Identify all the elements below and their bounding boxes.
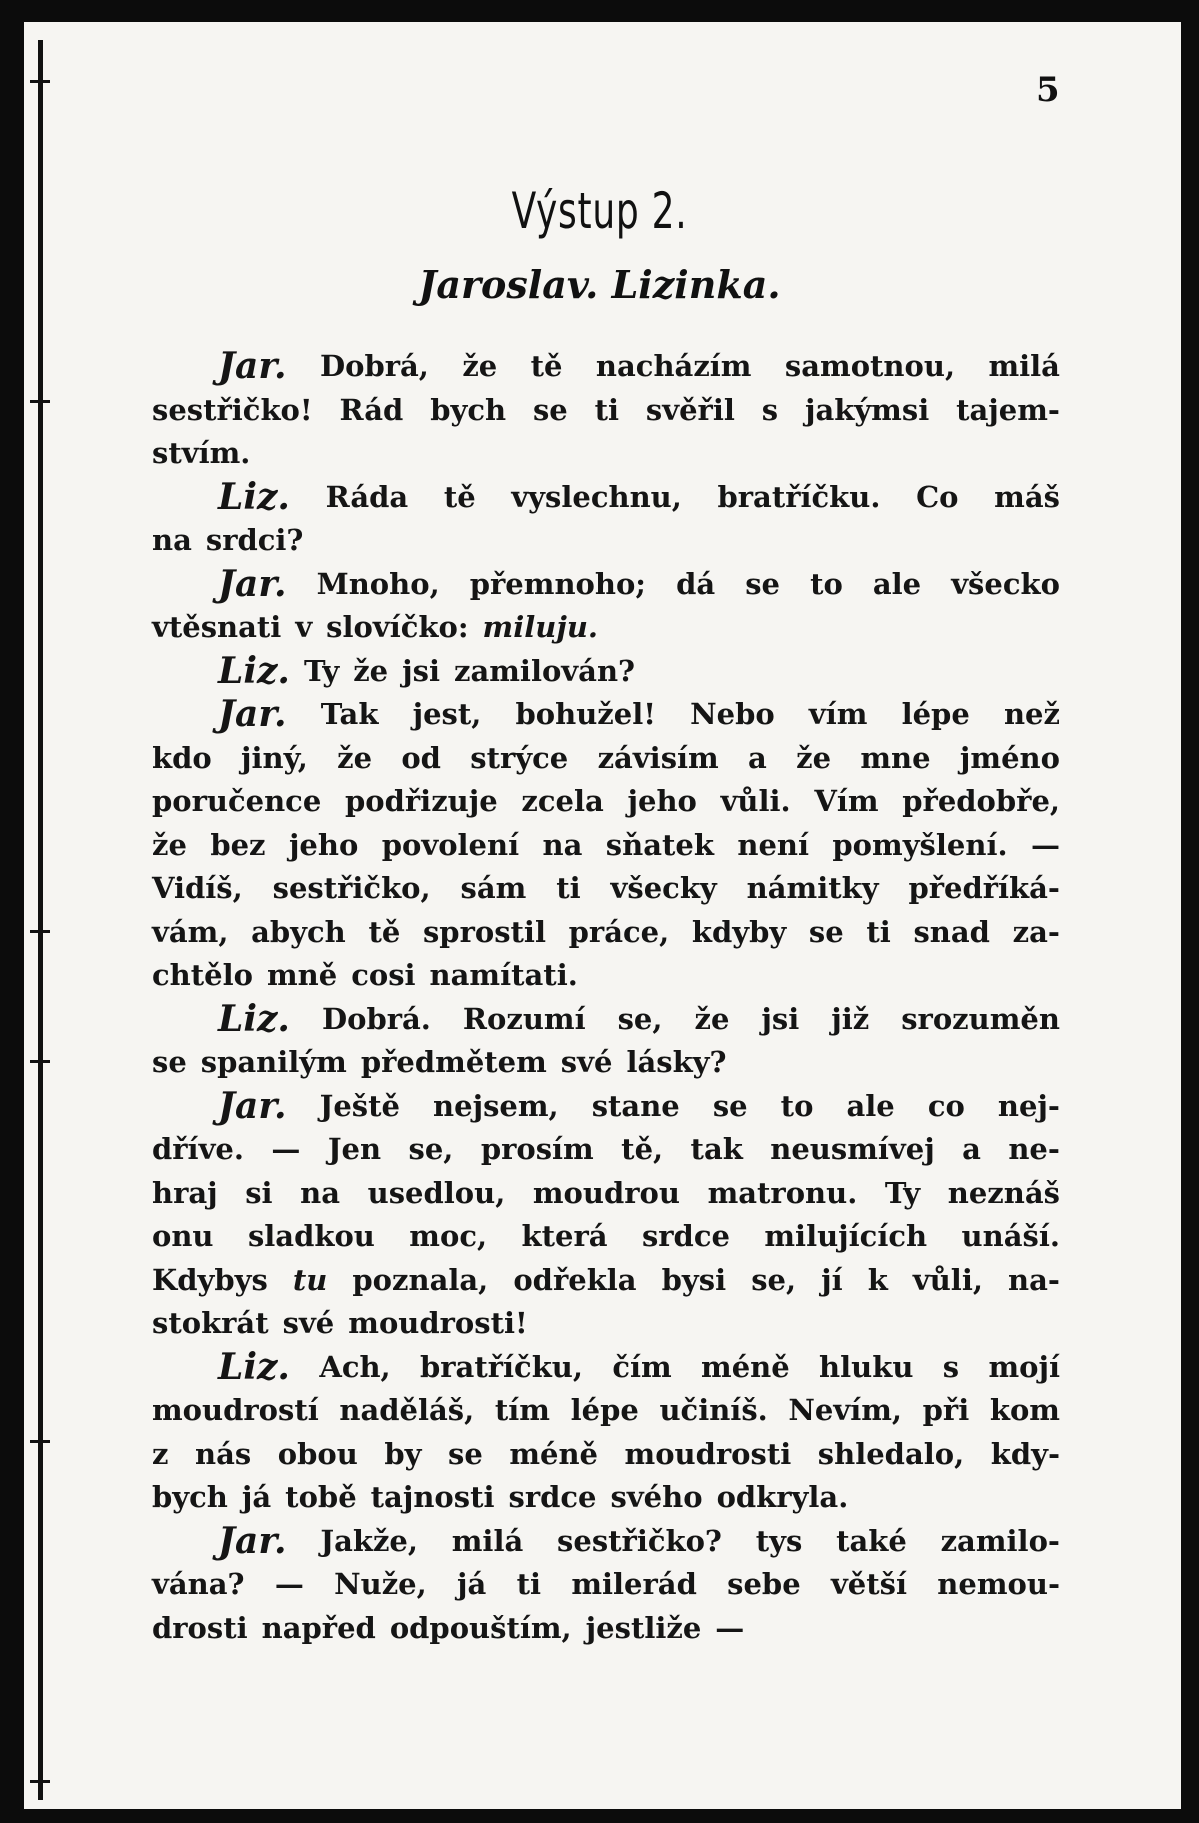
word: se bbox=[448, 1436, 483, 1471]
text-line bbox=[152, 389, 1060, 433]
word: se, bbox=[751, 1262, 797, 1297]
word: bych bbox=[430, 392, 507, 427]
word: na bbox=[542, 827, 583, 862]
word: ale bbox=[872, 566, 922, 601]
word: onu bbox=[152, 1219, 214, 1253]
word: dříve. bbox=[152, 1132, 244, 1166]
text-line bbox=[152, 737, 1060, 781]
word: tajnosti bbox=[370, 1480, 495, 1514]
word: všecky bbox=[610, 871, 717, 905]
binding-mark bbox=[30, 930, 50, 933]
word: v bbox=[295, 610, 313, 644]
word: miluju. bbox=[482, 610, 599, 644]
word: nejsem, bbox=[433, 1088, 559, 1123]
word: námitky bbox=[746, 871, 879, 905]
word: Nevím, bbox=[788, 1393, 903, 1427]
word: své bbox=[560, 1045, 613, 1079]
text-line bbox=[152, 780, 1060, 824]
word: k bbox=[867, 1262, 888, 1297]
word: Dobrá, bbox=[319, 349, 429, 383]
word: bych bbox=[152, 1480, 228, 1514]
word: Vím bbox=[814, 784, 879, 818]
word: — bbox=[271, 1132, 301, 1166]
word: že bbox=[694, 1001, 730, 1036]
character-list: Jaroslav. Lizinka. bbox=[418, 262, 781, 307]
word: zcela bbox=[521, 784, 604, 818]
word: — bbox=[715, 1610, 745, 1645]
word: neusmívej bbox=[770, 1132, 935, 1166]
speaker-label: Jar. bbox=[218, 693, 287, 735]
word: nej- bbox=[997, 1088, 1060, 1123]
word: Vidíš, bbox=[152, 871, 243, 905]
word: předmětem bbox=[360, 1045, 547, 1079]
word: srozuměn bbox=[901, 1001, 1060, 1036]
word: srdci? bbox=[205, 523, 304, 557]
text-line bbox=[152, 1302, 1060, 1346]
word: jméno bbox=[959, 740, 1060, 775]
word: není bbox=[737, 827, 809, 862]
word: vůli, bbox=[912, 1262, 983, 1297]
word: která bbox=[521, 1219, 608, 1253]
dialogue-text bbox=[152, 345, 1060, 1650]
word: tu bbox=[292, 1262, 328, 1297]
word: milá bbox=[451, 1523, 524, 1558]
word: méně bbox=[509, 1436, 598, 1471]
text-line bbox=[152, 1520, 1060, 1564]
word: ti bbox=[556, 871, 581, 905]
word: již bbox=[831, 1001, 870, 1036]
speaker-label: Liz. bbox=[218, 997, 290, 1040]
word: se, bbox=[408, 1132, 454, 1166]
word: bohužel! bbox=[515, 697, 656, 731]
word: unáší. bbox=[961, 1219, 1060, 1253]
word: kdyby bbox=[691, 914, 787, 949]
word: sestřičko? bbox=[557, 1523, 722, 1558]
word: moc, bbox=[409, 1219, 488, 1253]
word: chtělo bbox=[152, 958, 253, 992]
text-line bbox=[152, 1172, 1060, 1216]
word: by bbox=[384, 1436, 422, 1471]
word: tě, bbox=[621, 1132, 664, 1166]
word: ale bbox=[846, 1088, 895, 1123]
word: napřed bbox=[261, 1610, 376, 1645]
word: matronu. bbox=[707, 1175, 858, 1210]
word: se bbox=[712, 1088, 748, 1123]
binding-mark bbox=[30, 400, 50, 403]
word: tím bbox=[494, 1393, 550, 1427]
word: pomyšlení. bbox=[832, 827, 1008, 862]
word: jsi bbox=[761, 1001, 800, 1036]
word: Ach, bbox=[319, 1349, 391, 1384]
word: milujících bbox=[764, 1219, 928, 1253]
word: mne bbox=[860, 740, 931, 775]
word: tajem- bbox=[956, 392, 1060, 427]
word: — bbox=[274, 1567, 304, 1601]
text-line bbox=[152, 911, 1060, 955]
word: vyslechnu, bbox=[511, 479, 682, 514]
word: mně bbox=[266, 958, 338, 992]
word: poznala, bbox=[352, 1262, 489, 1297]
word: nacházím bbox=[595, 349, 752, 383]
word: milerád bbox=[571, 1567, 697, 1601]
speaker-label: Jar. bbox=[218, 345, 287, 387]
word: také bbox=[836, 1523, 907, 1558]
word: z bbox=[152, 1436, 169, 1471]
word: jeho bbox=[288, 827, 359, 862]
word: za- bbox=[1012, 914, 1060, 949]
binding-mark bbox=[30, 1060, 50, 1063]
text-line bbox=[152, 867, 1060, 911]
word: svěřil bbox=[645, 392, 735, 427]
word: tobě bbox=[285, 1480, 357, 1514]
word: mojí bbox=[988, 1349, 1060, 1384]
word: spanilým bbox=[200, 1045, 347, 1079]
speaker-label: Liz. bbox=[218, 1345, 290, 1388]
word: se bbox=[808, 914, 844, 949]
word: čím bbox=[612, 1349, 672, 1384]
word: tak bbox=[690, 1132, 743, 1166]
word: moudrou bbox=[532, 1175, 680, 1210]
text-line bbox=[152, 954, 1060, 998]
word: tě bbox=[368, 914, 401, 949]
word: drosti bbox=[152, 1610, 248, 1645]
word: závisím bbox=[597, 740, 719, 775]
word: poručence bbox=[152, 784, 322, 818]
word: bratříčku. bbox=[717, 479, 881, 514]
word: odřekla bbox=[513, 1262, 637, 1297]
word: odpouštím, bbox=[389, 1610, 572, 1645]
word: ti bbox=[866, 914, 891, 949]
word: Jakže, bbox=[320, 1523, 418, 1558]
text-line bbox=[152, 1563, 1060, 1607]
word: Rád bbox=[339, 392, 404, 427]
word: vtěsnati bbox=[152, 610, 282, 644]
word: samotnou, bbox=[784, 349, 956, 383]
word: — bbox=[1030, 827, 1060, 862]
word: tys bbox=[755, 1523, 803, 1558]
text-line bbox=[152, 693, 1060, 737]
word: sladkou bbox=[247, 1219, 375, 1253]
word: dá bbox=[676, 566, 716, 601]
word: stokrát bbox=[152, 1306, 269, 1340]
page-number: 5 bbox=[1036, 70, 1060, 110]
text-line bbox=[152, 476, 1060, 520]
word: a bbox=[748, 740, 767, 775]
word: milá bbox=[988, 349, 1060, 383]
word: vůli. bbox=[720, 784, 791, 818]
word: na bbox=[152, 523, 192, 557]
text-line bbox=[152, 1128, 1060, 1172]
word: stvím. bbox=[152, 436, 251, 470]
word: na- bbox=[1008, 1262, 1060, 1297]
word: že bbox=[462, 349, 498, 383]
text-line bbox=[152, 1607, 1060, 1651]
text-line bbox=[152, 345, 1060, 389]
text-line bbox=[152, 1085, 1060, 1129]
word: prosím bbox=[480, 1132, 594, 1166]
word: Dobrá. bbox=[321, 1001, 431, 1036]
binding-mark bbox=[30, 80, 50, 83]
word: stane bbox=[591, 1088, 680, 1123]
word: své bbox=[282, 1306, 335, 1340]
text-line bbox=[152, 563, 1060, 607]
scan-border-top bbox=[0, 0, 1199, 22]
text-line bbox=[152, 606, 1060, 650]
word: snad bbox=[913, 914, 990, 949]
text-line bbox=[152, 1433, 1060, 1477]
word: při bbox=[922, 1393, 970, 1427]
word: srdce bbox=[641, 1219, 730, 1253]
word: to bbox=[810, 566, 843, 601]
word: svého bbox=[610, 1480, 703, 1514]
word: Mnoho, bbox=[316, 566, 440, 601]
word: se bbox=[745, 566, 780, 601]
speaker-label: Jar. bbox=[218, 1084, 287, 1127]
text-line bbox=[152, 824, 1060, 868]
word: se, bbox=[617, 1001, 663, 1036]
word: kom bbox=[989, 1393, 1060, 1427]
word: než bbox=[1003, 697, 1060, 731]
word: Tak bbox=[320, 697, 379, 731]
word: hluku bbox=[819, 1349, 914, 1384]
word: hraj bbox=[152, 1175, 218, 1210]
word: odkryla. bbox=[716, 1480, 849, 1514]
word: jestliže bbox=[585, 1610, 702, 1645]
word: já bbox=[457, 1567, 487, 1601]
word: shledalo, bbox=[817, 1436, 965, 1471]
word: lásky? bbox=[626, 1045, 727, 1079]
text-line bbox=[152, 432, 1060, 476]
word: obou bbox=[277, 1436, 358, 1471]
word: Jen bbox=[327, 1132, 382, 1166]
word: moudrosti bbox=[624, 1436, 792, 1471]
word: s bbox=[761, 392, 779, 427]
speaker-label: Jar. bbox=[218, 562, 287, 605]
word: od bbox=[401, 740, 441, 775]
word: moudrostí bbox=[152, 1393, 319, 1427]
word: já bbox=[241, 1480, 272, 1514]
word: vána? bbox=[152, 1567, 245, 1601]
word: tě bbox=[443, 479, 476, 514]
word: Ještě bbox=[319, 1088, 400, 1123]
text-line bbox=[152, 1215, 1060, 1259]
text-line bbox=[152, 1346, 1060, 1390]
word: sám bbox=[460, 871, 527, 905]
word: vám, bbox=[152, 914, 229, 949]
speaker-label: Jar. bbox=[218, 1519, 287, 1562]
word: předříká- bbox=[908, 871, 1060, 905]
word: jakýmsi bbox=[804, 392, 930, 427]
word: vím bbox=[808, 697, 868, 731]
word: že bbox=[353, 653, 389, 688]
word: všecko bbox=[951, 566, 1060, 601]
word: jeho bbox=[627, 784, 697, 818]
word: co bbox=[927, 1088, 965, 1123]
word: namítati. bbox=[429, 958, 578, 992]
word: se bbox=[532, 392, 568, 427]
word: jí bbox=[821, 1262, 843, 1297]
word: že bbox=[152, 827, 187, 862]
word: jest, bbox=[412, 697, 482, 731]
word: Rozumí bbox=[462, 1001, 586, 1036]
word: kdo bbox=[152, 740, 212, 775]
word: práce, bbox=[568, 914, 670, 949]
word: zamilo- bbox=[940, 1523, 1060, 1558]
scan-border-bottom bbox=[0, 1809, 1199, 1823]
word: na bbox=[300, 1175, 341, 1210]
text-line bbox=[152, 1389, 1060, 1433]
word: bysi bbox=[661, 1262, 727, 1297]
word: ti bbox=[594, 392, 620, 427]
speaker-label: Liz. bbox=[218, 649, 290, 692]
word: ne- bbox=[1008, 1132, 1060, 1166]
word: srdce bbox=[508, 1480, 597, 1514]
word: lépe bbox=[901, 697, 970, 731]
word: bez bbox=[210, 827, 266, 862]
word: bratříčku, bbox=[420, 1349, 583, 1384]
text-line bbox=[152, 1259, 1060, 1303]
word: to bbox=[780, 1088, 814, 1123]
text-line bbox=[152, 650, 1060, 694]
word: nás bbox=[195, 1436, 252, 1471]
word: kdy- bbox=[990, 1436, 1060, 1471]
word: sprostil bbox=[422, 914, 546, 949]
speaker-label: Liz. bbox=[218, 475, 290, 518]
binding-mark bbox=[30, 1440, 50, 1443]
word: sestřičko! bbox=[152, 392, 313, 427]
word: povolení bbox=[381, 827, 520, 862]
word: Ty bbox=[303, 653, 340, 688]
text-line bbox=[152, 519, 1060, 563]
word: sebe bbox=[727, 1567, 801, 1601]
word: usedlou, bbox=[367, 1175, 506, 1210]
word: větší bbox=[830, 1567, 907, 1601]
word: přemnoho; bbox=[469, 566, 647, 601]
word: se bbox=[152, 1045, 187, 1079]
word: si bbox=[245, 1175, 273, 1210]
word: Kdybys bbox=[152, 1262, 268, 1297]
word: Co bbox=[916, 479, 959, 514]
word: Nuže, bbox=[334, 1567, 427, 1601]
text-line bbox=[152, 1041, 1060, 1085]
word: sňatek bbox=[605, 827, 714, 862]
word: neznáš bbox=[947, 1175, 1060, 1210]
word: podřizuje bbox=[345, 784, 498, 818]
word: méně bbox=[701, 1349, 790, 1384]
word: Ráda bbox=[325, 479, 409, 514]
word: zamilován? bbox=[453, 653, 636, 688]
text-line bbox=[152, 1476, 1060, 1520]
scene-title: Výstup 2. bbox=[511, 182, 688, 240]
word: slovíčko: bbox=[326, 610, 469, 644]
word: nemou- bbox=[937, 1567, 1060, 1601]
word: tě bbox=[530, 349, 563, 383]
word: s bbox=[942, 1349, 960, 1384]
word: že bbox=[337, 740, 373, 775]
word: abych bbox=[251, 914, 346, 949]
word: naděláš, bbox=[339, 1393, 475, 1427]
binding-mark bbox=[30, 1780, 50, 1783]
word: že bbox=[796, 740, 832, 775]
word: jiný, bbox=[241, 740, 308, 775]
word: ti bbox=[516, 1567, 542, 1601]
word: cosi bbox=[351, 958, 416, 992]
word: sestřičko, bbox=[272, 871, 431, 905]
word: strýce bbox=[470, 740, 569, 775]
word: učiníš. bbox=[659, 1393, 768, 1427]
word: lépe bbox=[570, 1393, 639, 1427]
text-line bbox=[152, 998, 1060, 1042]
word: a bbox=[962, 1132, 981, 1166]
word: Nebo bbox=[690, 697, 775, 731]
word: jsi bbox=[402, 653, 440, 688]
word: moudrosti! bbox=[348, 1306, 528, 1340]
word: Ty bbox=[884, 1175, 921, 1210]
word: máš bbox=[994, 479, 1060, 514]
word: předobře, bbox=[902, 784, 1060, 818]
